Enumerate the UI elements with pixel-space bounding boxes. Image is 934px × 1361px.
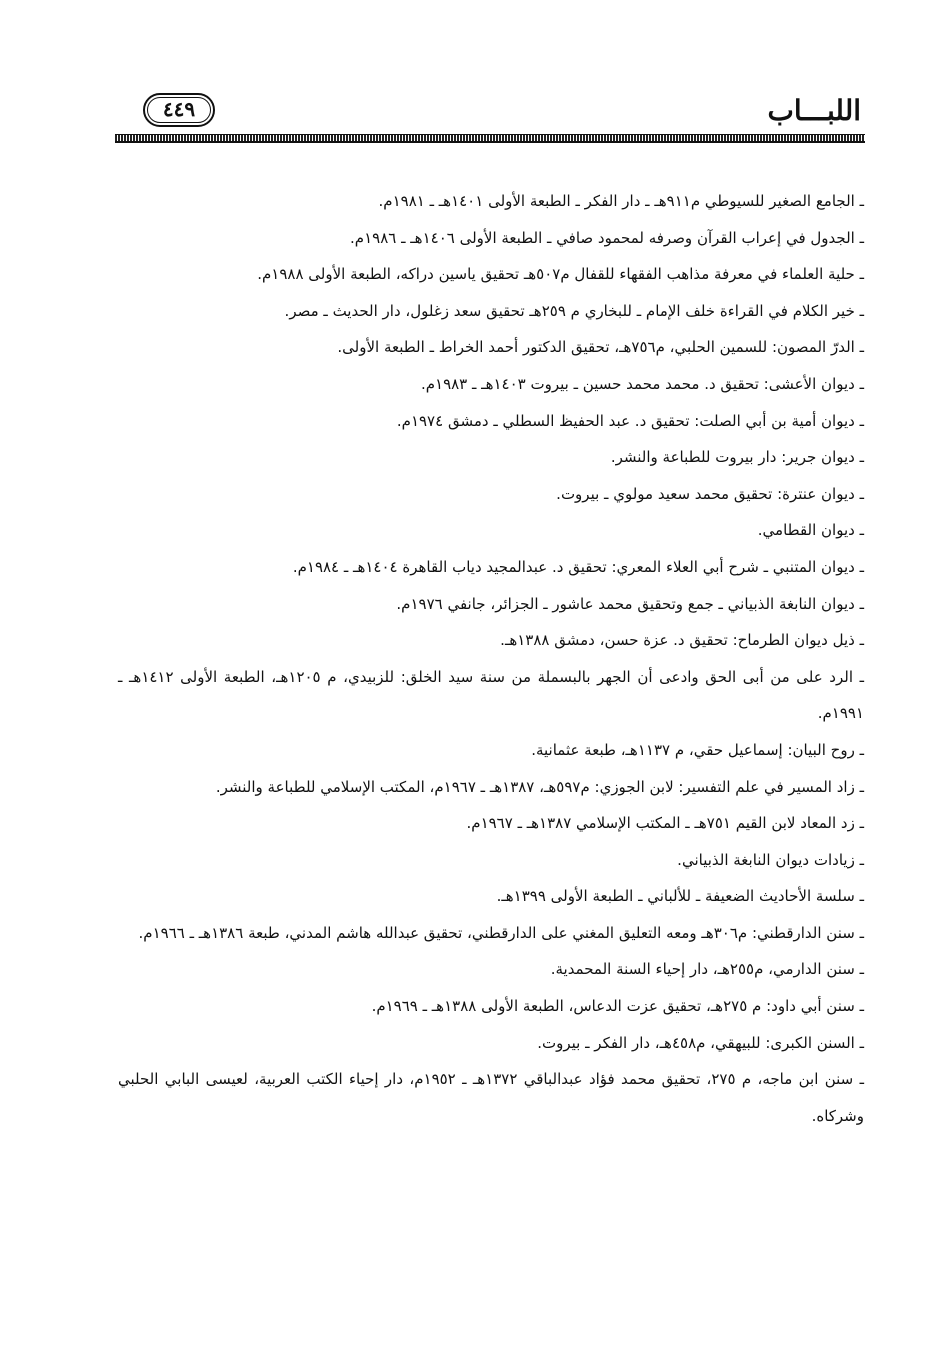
- bibliography-entry: ـ خير الكلام في القراءة خلف الإمام ـ للبخاري م ٢٥٩هـ تحقيق سعد زغلول، دار الحديث ـ مصر.: [284, 301, 864, 320]
- bibliography-entry: ـ ديوان النابغة الذبياني ـ جمع وتحقيق محمد عاشور ـ الجزائر، جانفي ١٩٧٦م.: [396, 594, 864, 613]
- bibliography-entry: ـ سنن أبي داود: م ٢٧٥هـ، تحقيق عزت الدعاس، الطبعة الأولى ١٣٨٨هـ ـ ١٩٦٩م.: [371, 997, 864, 1016]
- bibliography-entry: ـ زيادات ديوان النابغة الذبياني.: [677, 850, 864, 869]
- bibliography-entry: ـ سنن الدارقطني: م٣٠٦هـ ومعه التعليق المغني على الدارقطني، تحقيق عبدالله هاشم المدني، طبعة ١٣٨٦هـ ـ ١٩٦٦م.: [138, 923, 864, 942]
- bibliography-entry: ـ السنن الكبرى: للبيهقي، م٤٥٨هـ، دار الفكر ـ بيروت.: [537, 1033, 864, 1052]
- bibliography-entry: ـ ديوان المتنبي ـ شرح أبي العلاء المعري: تحقيق د. عبدالمجيد دياب القاهرة ١٤٠٤هـ ـ ١٩٨٤م.: [292, 557, 864, 576]
- bibliography-entry: ـ زاد المسير في علم التفسير: لابن الجوزي: م٥٩٧هـ، ١٣٨٧هـ ـ ١٩٦٧م، المكتب الإسلامي للطباعة والنشر.: [215, 777, 864, 796]
- bibliography-entry: ـ ديوان أمية بن أبي الصلت: تحقيق د. عبد الحفيظ السطلي ـ دمشق ١٩٧٤م.: [396, 411, 864, 430]
- bibliography-entry: ـ سنن ابن ماجه، م ٢٧٥، تحقيق محمد فؤاد عبدالباقي ١٣٧٢هـ ـ ١٩٥٢م، دار إحياء الكتب العربية، لعيسى البابي الحلبي وشركاه.: [118, 1070, 864, 1125]
- bibliography-entry: ـ ديوان القطامي.: [757, 521, 864, 540]
- bibliography-entry: ـ الجامع الصغير للسيوطي م٩١١هـ ـ دار الفكر ـ الطبعة الأولى ١٤٠١هـ ـ ١٩٨١م.: [378, 192, 864, 210]
- bibliography-entry: ـ زد المعاد لابن القيم ٧٥١هـ ـ المكتب الإسلامي ١٣٨٧هـ ـ ١٩٦٧م.: [466, 814, 864, 833]
- bibliography-entry: ـ الجدول في إعراب القرآن وصرفه لمحمود صافي ـ الطبعة الأولى ١٤٠٦هـ ـ ١٩٨٦م.: [350, 228, 864, 247]
- bibliography-entry: ـ حلية العلماء في معرفة مذاهب الفقهاء للقفال م٥٠٧هـ تحقيق ياسين دراكه، الطبعة الأولى ١٩٨٨م.: [257, 265, 864, 284]
- bibliography-entry: ـ سلسة الأحاديث الضعيفة ـ للألباني ـ الطبعة الأولى ١٣٩٩هـ.: [496, 887, 864, 906]
- bibliography-entry: ـ ديوان عنترة: تحقيق محمد سعيد مولوي ـ بيروت.: [556, 484, 864, 503]
- bibliography-entry: ـ روح البيان: إسماعيل حقي، م ١١٣٧هـ، طبعة عثمانية.: [531, 740, 864, 759]
- bibliography-entry: ـ ديوان جرير: دار بيروت للطباعة والنشر.: [610, 448, 864, 467]
- header-rule: [115, 134, 865, 143]
- bibliography-entry: ـ سنن الدارمي، م٢٥٥هـ، دار إحياء السنة المحمدية.: [550, 960, 864, 979]
- bibliography-entry: ـ الدرّ المصون: للسمين الحلبي، م٧٥٦هـ، تحقيق الدكتور أحمد الخراط ـ الطبعة الأولى.: [337, 338, 864, 357]
- bibliography-list: [118, 183, 864, 1134]
- running-title: اللبـــاب: [767, 94, 861, 127]
- page-number-badge: ٤٤٩: [143, 93, 215, 127]
- page-header: [115, 88, 865, 148]
- bibliography-entry: ـ ذيل ديوان الطرماح: تحقيق د. عزة حسن، دمشق ١٣٨٨هـ.: [500, 631, 864, 650]
- bibliography-entry: ـ الرد على من أبى الحق وادعى أن الجهر بالبسملة من سنة سيد الخلق: للزبيدي، م ١٢٠٥هـ، الطبعة الأولى ١٤١٢هـ ـ ١٩٩١م.: [118, 667, 865, 723]
- bibliography-entry: ـ ديوان الأعشى: تحقيق د. محمد محمد حسين ـ بيروت ١٤٠٣هـ ـ ١٩٨٣م.: [420, 374, 864, 393]
